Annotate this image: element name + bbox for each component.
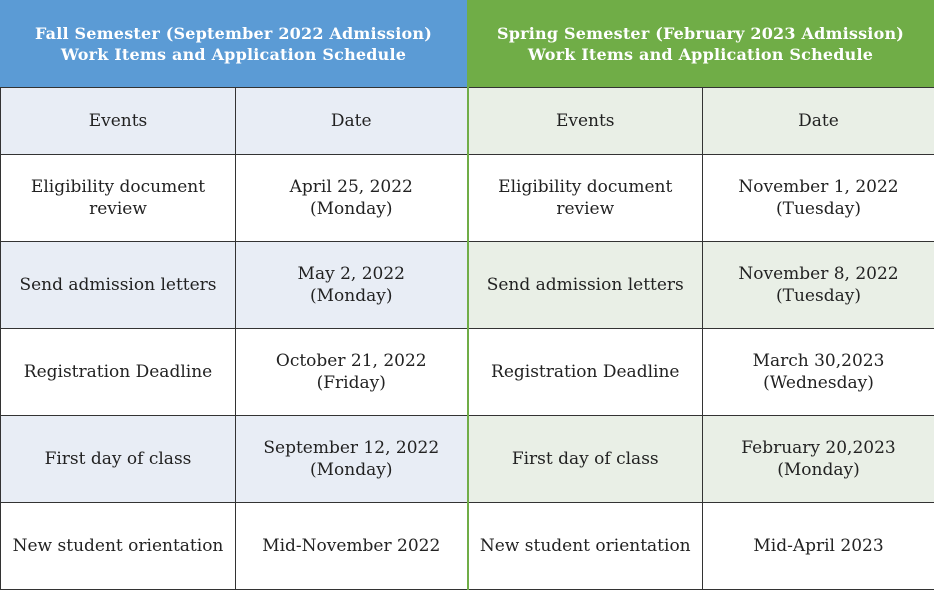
event-text: Eligibility document [30, 177, 206, 197]
event-text: First day of class [44, 449, 192, 469]
event-cell [468, 503, 702, 590]
spring-semester-header [467, 0, 934, 87]
event-text-cont: review [556, 199, 615, 219]
weekday-text: (Tuesday) [776, 199, 861, 219]
event-text: Eligibility document [498, 177, 673, 197]
table-row [1, 416, 468, 503]
table-row [468, 155, 934, 242]
date-text: September 12, 2022 [263, 438, 440, 458]
fall-schedule-table [0, 87, 469, 590]
date-cell [702, 416, 934, 503]
table-row [468, 416, 934, 503]
weekday-text: (Friday) [316, 373, 386, 393]
table-row [1, 242, 468, 329]
event-text: New student orientation [479, 536, 691, 556]
event-cell [1, 242, 236, 329]
spring-semester-panel [467, 0, 934, 591]
date-cell [236, 242, 468, 329]
fall-col-date-header: Date [236, 88, 468, 155]
date-text: November 8, 2022 [738, 264, 899, 284]
event-cell [1, 155, 236, 242]
date-text: Mid-April 2023 [753, 536, 884, 556]
date-text: May 2, 2022 [297, 264, 405, 284]
event-text: Registration Deadline [23, 362, 213, 382]
event-cell [468, 242, 702, 329]
event-text: Send admission letters [19, 275, 217, 295]
table-row [468, 329, 934, 416]
spring-col-date-header: Date [702, 88, 934, 155]
weekday-text: (Wednesday) [763, 373, 874, 393]
table-row [1, 329, 468, 416]
table-row [468, 242, 934, 329]
table-row [1, 155, 468, 242]
date-text: February 20,2023 [741, 438, 896, 458]
fall-title-line2: Work Items and Application Schedule [60, 44, 407, 64]
date-text: March 30,2023 [752, 351, 885, 371]
date-cell [236, 329, 468, 416]
event-cell [1, 329, 236, 416]
table-row [1, 503, 468, 590]
event-cell [468, 416, 702, 503]
weekday-text: (Monday) [310, 460, 393, 480]
date-text: November 1, 2022 [738, 177, 899, 197]
fall-semester-header [0, 0, 467, 87]
spring-title-line1: Spring Semester (February 2023 Admission) [496, 23, 905, 43]
date-text: October 21, 2022 [275, 351, 427, 371]
spring-title-line2: Work Items and Application Schedule [527, 44, 874, 64]
event-cell [468, 155, 702, 242]
event-text-cont: review [89, 199, 147, 219]
event-text: New student orientation [12, 536, 224, 556]
date-cell [702, 155, 934, 242]
date-cell [702, 503, 934, 590]
date-cell [702, 242, 934, 329]
date-text: April 25, 2022 [289, 177, 413, 197]
spring-col-events-header: Events [468, 88, 702, 155]
weekday-text: (Monday) [310, 286, 393, 306]
date-cell [236, 416, 468, 503]
date-cell [236, 155, 468, 242]
fall-title-line1: Fall Semester (September 2022 Admission) [34, 23, 433, 43]
fall-col-events-header: Events [1, 88, 236, 155]
event-text: Send admission letters [486, 275, 684, 295]
event-cell [468, 329, 702, 416]
fall-table-header-row [1, 88, 468, 155]
table-row [468, 503, 934, 590]
event-text: Registration Deadline [491, 362, 680, 382]
event-cell [1, 503, 236, 590]
weekday-text: (Tuesday) [776, 286, 861, 306]
date-cell [702, 329, 934, 416]
date-cell [236, 503, 468, 590]
weekday-text: (Monday) [777, 460, 860, 480]
date-text: Mid-November 2022 [262, 536, 441, 556]
spring-table-header-row [468, 88, 934, 155]
event-text: First day of class [511, 449, 659, 469]
weekday-text: (Monday) [310, 199, 393, 219]
event-cell [1, 416, 236, 503]
spring-schedule-table [467, 87, 934, 590]
